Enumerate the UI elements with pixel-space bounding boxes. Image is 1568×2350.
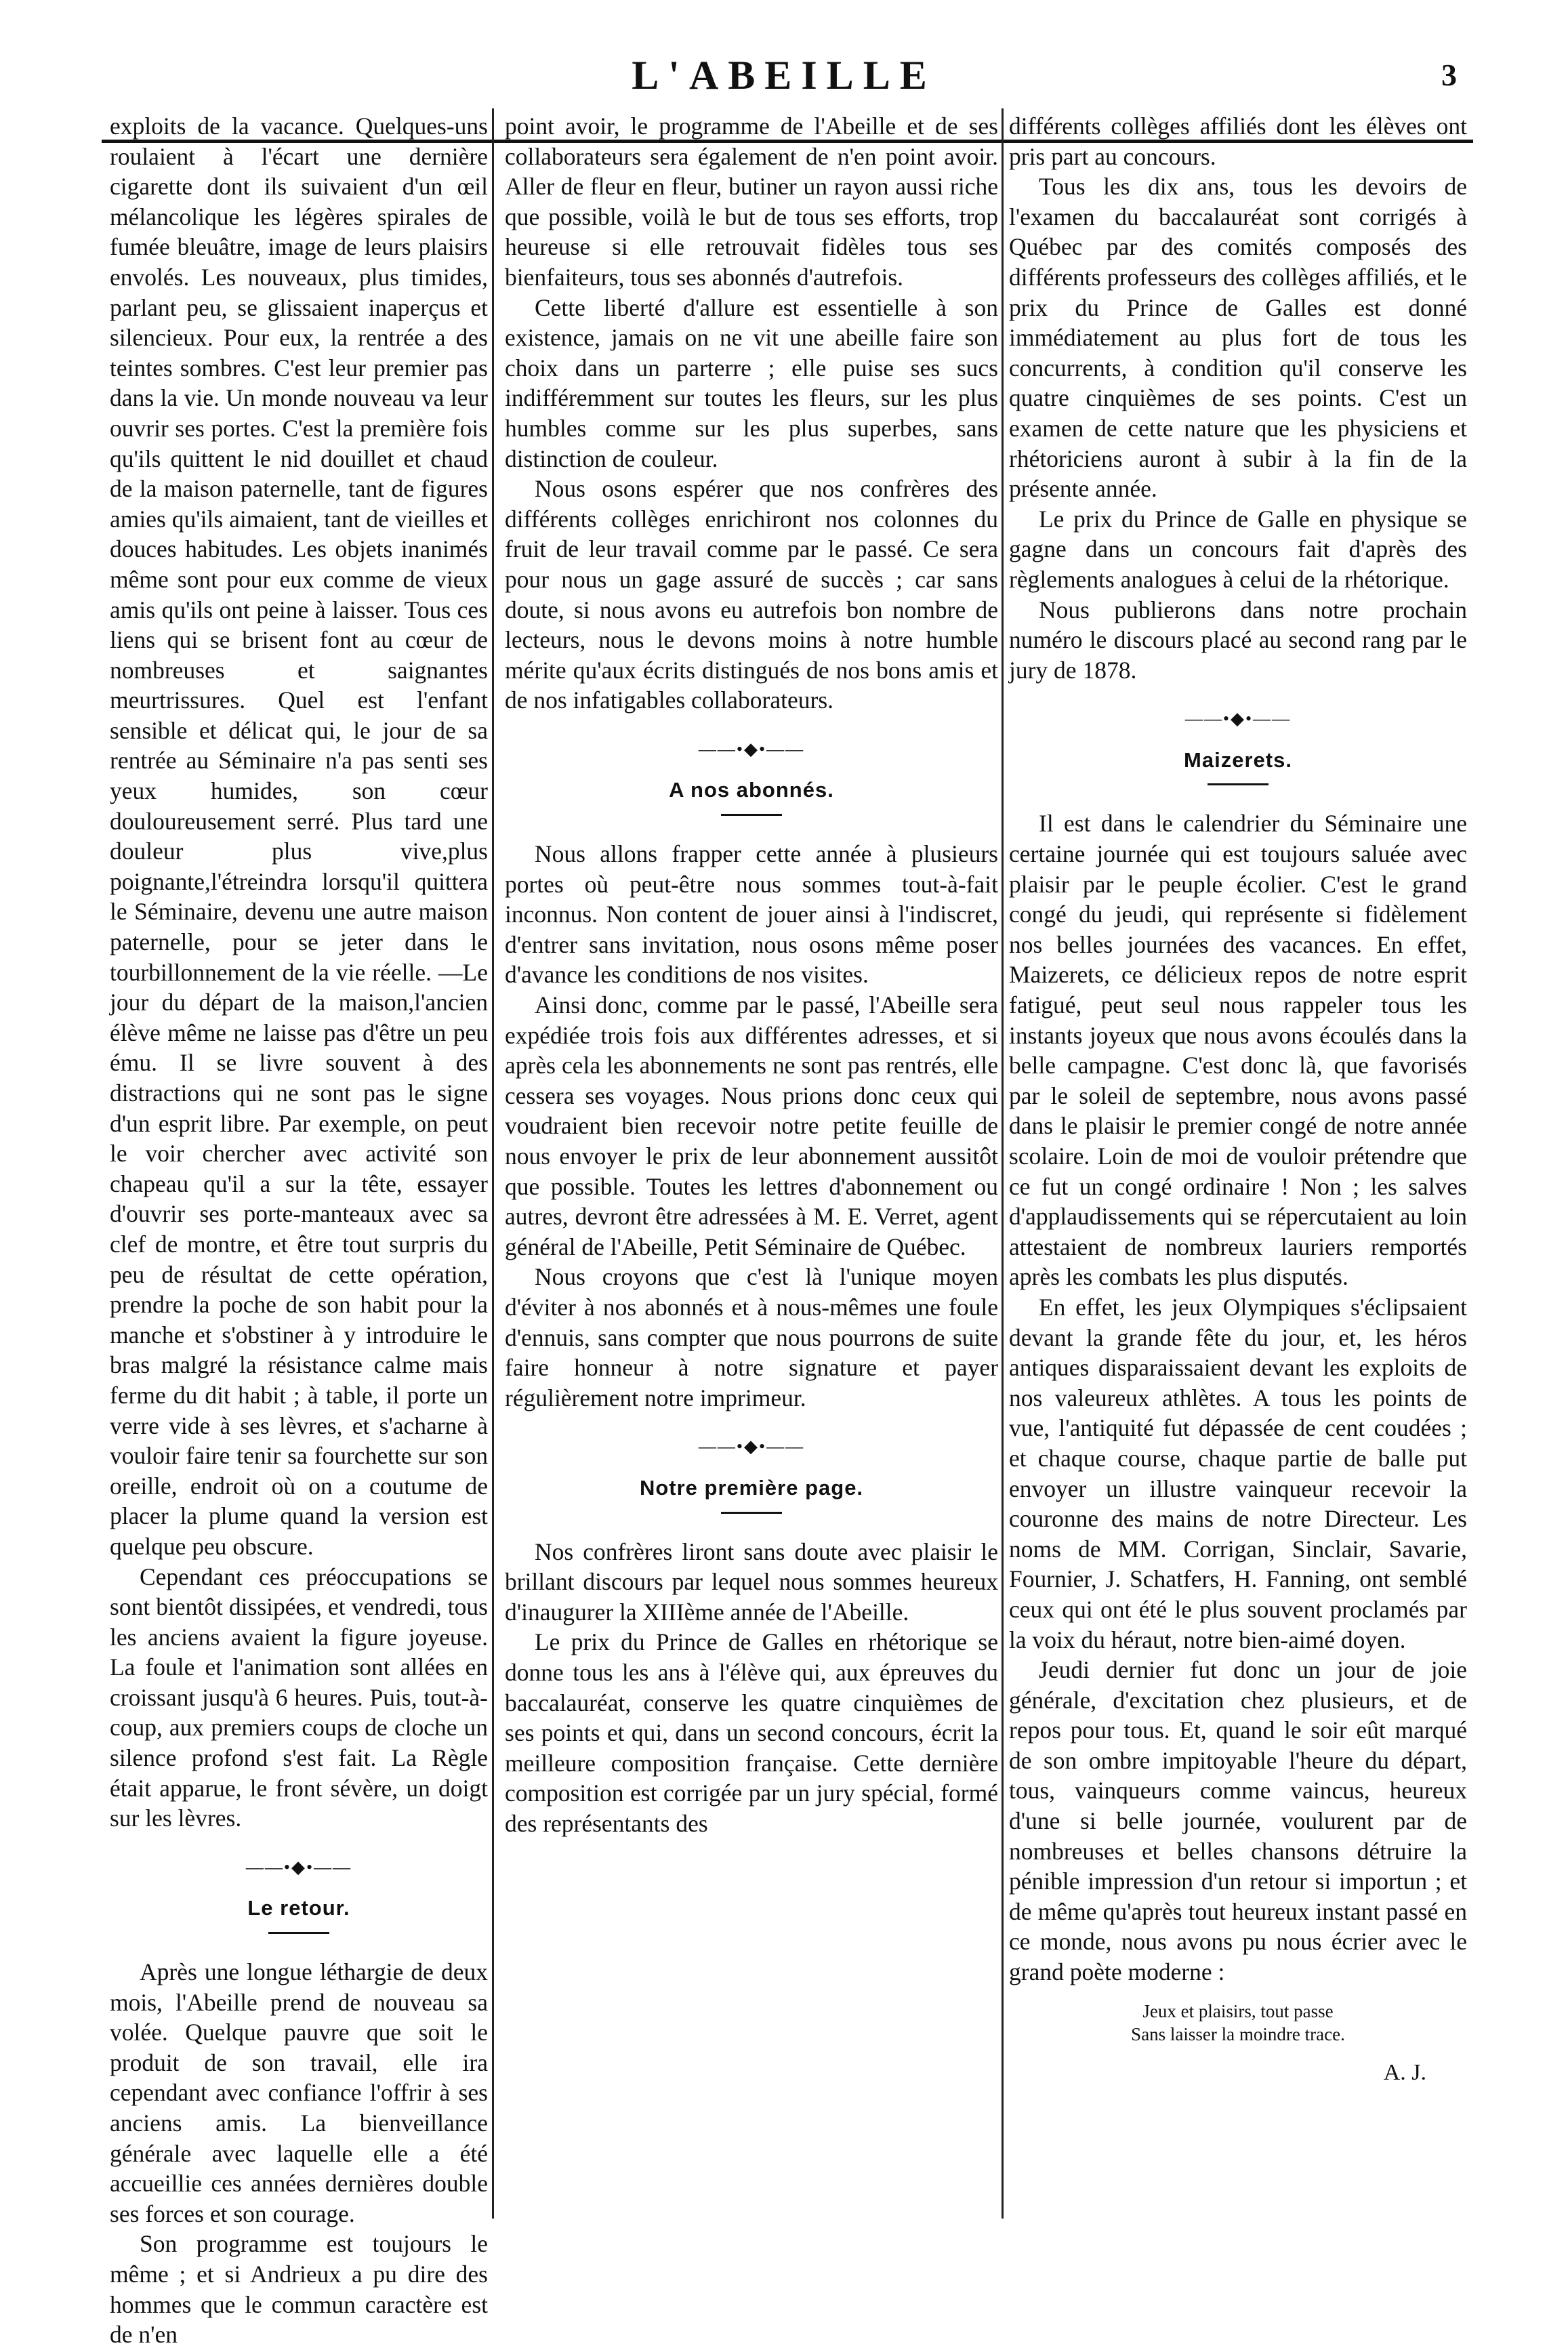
- article-paragraph: Le prix du Prince de Galle en physique se gagne dans un concours fait d'après des règlements analogues à celui de la rhétorique.: [1009, 505, 1467, 593]
- article-paragraph: Jeudi dernier fut donc un jour de joie générale, d'excitation chez plusieurs, et de repos pour tous. Et, quand le soir eût marqué de son ombre impitoyable l'heure du départ, tous, vainqueurs comme vaincus, heureux d'une si belle journée, voulurent par de nombreuses et belles chansons détruire la pénible impression d'un retour si importun ; et de même qu'après tout heureux instant passé en ce monde, nous avons pu nous écrier avec le grand poète moderne :: [1009, 1656, 1467, 1986]
- article-paragraph: Ainsi donc, comme par le passé, l'Abeille sera expédiée trois fois aux différentes adresses, et si après cela les abonnements ne sont pas rentrés, elle cessera ses voyages. Nous prions donc ceux qui voudraient bien recevoir notre petite feuille de nous envoyer le prix de leur abonnement aussitôt que possible. Toutes les lettres d'abonnement ou autres, devront être adressées à M. E. Verret, agent général de l'Abeille, Petit Séminaire de Québec.: [505, 991, 998, 1260]
- column-3: [1009, 111, 1467, 2088]
- section-heading-maizerets: Maizerets.: [1184, 747, 1292, 772]
- poem-quote: [1009, 2000, 1467, 2046]
- article-paragraph: Nous publierons dans notre prochain numéro le discours placé au second rang par le jury de 1878.: [1009, 596, 1467, 684]
- article-paragraph: exploits de la vacance. Quelques-uns roulaient à l'écart une dernière cigarette dont ils suivaient d'un œil mélancolique les légères spirales de fumée bleuâtre, image de leurs plaisirs envolés. Les nouveaux, plus timides, parlant peu, se glissaient inaperçus et silencieux. Pour eux, la rentrée a des teintes sombres. C'est leur premier pas dans la vie. Un monde nouveau va leur ouvrir ses portes. C'est la première fois qu'ils quittent le nid douillet et chaud de la maison paternelle, tant de figures amies qu'ils aimaient, tant de vieilles et douces habitudes. Les objets inanimés même sont pour eux comme de vieux amis qu'ils ont peine à laisser. Tous ces liens qui se brisent font au cœur de nombreuses et saignantes meurtrissures. Quel est l'enfant sensible et délicat qui, le jour de sa rentrée au Séminaire n'a pas senti ses yeux humides, son cœur douloureusement serré. Plus tard une douleur plus vive,plus poignante,l'étreindra lorsqu'il quittera le Séminaire, devenu une autre maison paternelle, pour se jeter dans le tourbillonnement de la vie réelle. —Le jour du départ de la maison,l'ancien élève même ne laisse pas d'être un peu ému. Il se livre souvent à des distractions qui ne sont pas le signe d'un esprit libre. Par exemple, on peut le voir chercher avec activité son chapeau qu'il a sur la tête, essayer d'ouvrir ses porte-manteaux avec sa clef de montre, et être tout surpris du peu de résultat de cette opération, prendre la poche de son habit pour la manche et s'obstiner à y introduire le bras malgré la résistance calme mais ferme du dit habit ; à table, il porte un verre vide à ses lèvres, et s'acharne à vouloir faire tenir sa fourchette sur son oreille, endroit où on a coutume de placer la plume quand la version est quelque peu obscure.: [110, 112, 488, 1560]
- article-paragraph: Cependant ces préoccupations se sont bientôt dissipées, et vendredi, tous les anciens avaient la figure joyeuse. La foule et l'animation sont allées en croissant jusqu'à 6 heures. Puis, tout-à-coup, aux premiers coups de cloche un silence profond s'est fait. La Règle était apparue, le front sévère, un doigt sur les lèvres.: [110, 1563, 488, 1832]
- article-paragraph: Son programme est toujours le même ; et si Andrieux a pu dire des hommes que le commun caractère est de n'en: [110, 2230, 488, 2349]
- article-paragraph: Le prix du Prince de Galles en rhétorique se donne tous les ans à l'élève qui, aux épreuves du baccalauréat, conserve les quatre cinquièmes de ses points et qui, dans un second concours, écrit la meilleure composition française. Cette dernière composition est corrigée par un jury spécial, formé des représentants des: [505, 1628, 998, 1837]
- masthead: [0, 45, 1568, 106]
- heading-rule: [721, 1512, 782, 1514]
- heading-rule: [268, 1932, 329, 1934]
- article-paragraph: point avoir, le programme de l'Abeille et de ses collaborateurs sera également de n'en point avoir. Aller de fleur en fleur, butiner un rayon aussi riche que possible, voilà le but de tous ses efforts, trop heureuse si elle retrouvait fidèles tous ses bienfaiteurs, tous ses abonnés d'autrefois.: [505, 112, 998, 291]
- article-paragraph: différents collèges affiliés dont les élèves ont pris part au concours.: [1009, 112, 1467, 170]
- article-paragraph: Tous les dix ans, tous les devoirs de l'examen du baccalauréat sont corrigés à Québec par des comités composés des différents professeurs des collèges affiliés, et le prix du Prince de Galles est donné immédiatement au plus fort de tous les concurrents, à condition qu'il conserve les quatre cinquièmes de ses points. C'est un examen de cette nature que les physiciens et rhétoriciens auront à subir à la fin de la présente année.: [1009, 173, 1467, 503]
- column-divider: [492, 108, 494, 2219]
- poem-line: Jeux et plaisirs, tout passe: [1142, 2000, 1334, 2021]
- page-number: 3: [1441, 58, 1457, 92]
- column-2: [505, 111, 998, 1838]
- article-paragraph: Cette liberté d'allure est essentielle à son existence, jamais on ne vit une abeille faire son choix dans un parterre ; elle puise ses sucs indifféremment sur toutes les fleurs, sur les plus humbles comme sur les plus superbes, sans distinction de couleur.: [505, 293, 998, 472]
- section-heading-notre-premiere-page: Notre première page.: [639, 1475, 864, 1500]
- section-ornament: ——•◆•——: [1184, 709, 1292, 729]
- heading-rule: [1208, 783, 1268, 785]
- column-divider: [1002, 108, 1004, 2219]
- section-heading-a-nos-abonnes: A nos abonnés.: [669, 778, 834, 802]
- poem-line: Sans laisser la moindre trace.: [1131, 2023, 1345, 2044]
- column-1: [110, 111, 488, 2350]
- heading-rule: [721, 814, 782, 816]
- author-signature: A. J.: [1383, 2059, 1426, 2085]
- section-ornament: ——•◆•——: [245, 1857, 352, 1877]
- article-paragraph: Il est dans le calendrier du Séminaire une certaine journée qui est toujours saluée avec plaisir par le peuple écolier. C'est le grand congé du jeudi, qui représente si fidèlement nos belles journées des vacances. En effet, Maizerets, ce délicieux repos de notre esprit fatigué, peut seul nous rappeler tous les instants joyeux que nous avons écoulés dans la belle campagne. C'est donc là, que favorisés par le soleil de septembre, nous avons passé dans le plaisir le premier congé de notre année scolaire. Loin de moi de vouloir prétendre que ce fut un congé ordinaire ! Non ; les salves d'applaudissements qui se répercutaient au loin attestaient de nombreux lauriers remportés après les combats les plus disputés.: [1009, 810, 1467, 1291]
- article-paragraph: Nous osons espérer que nos confrères des différents collèges enrichiront nos colonnes du fruit de leur travail comme par le passé. Ce sera pour nous un gage assuré de succès ; car sans doute, si nous avons eu autrefois bon nombre de lecteurs, nous le devons moins à notre humble mérite qu'aux écrits distingués de nos bons amis et de nos infatigables collaborateurs.: [505, 475, 998, 714]
- article-paragraph: Après une longue léthargie de deux mois, l'Abeille prend de nouveau sa volée. Quelque pauvre que soit le produit de son travail, elle ira cependant avec confiance l'offrir à ses anciens amis. La bienveillance générale avec laquelle elle a été accueillie ces années dernières double ses forces et son courage.: [110, 1958, 488, 2227]
- section-heading-le-retour: Le retour.: [247, 1896, 350, 1920]
- article-paragraph: Nos confrères liront sans doute avec plaisir le brillant discours par lequel nous sommes heureux d'inaugurer la XIIIème année de l'Abeille.: [505, 1538, 998, 1626]
- article-paragraph: En effet, les jeux Olympiques s'éclipsaient devant la grande fête du jour, et, les héros antiques disparaissaient devant les exploits de nos valeureux athlètes. A tous les points de vue, l'antiquité fut dépassée de cent coudées ; et chaque course, chaque partie de balle put envoyer un illustre vainqueur recevoir la couronne des mains de notre Directeur. Les noms de MM. Corrigan, Sinclair, Savarie, Fournier, J. Schatfers, H. Fanning, ont semblé ceux qui ont été le plus souvent proclamés par la voix du héraut, notre bien-aimé doyen.: [1009, 1293, 1467, 1653]
- section-ornament: ——•◆•——: [698, 739, 805, 759]
- article-paragraph: Nous allons frapper cette année à plusieurs portes où peut-être nous sommes tout-à-fait inconnus. Non content de jouer ainsi à l'indiscret, d'entrer sans invitation, nous osons même poser d'avance les conditions de nos visites.: [505, 840, 998, 989]
- newspaper-title: L'ABEILLE: [632, 53, 936, 98]
- article-paragraph: Nous croyons que c'est là l'unique moyen d'éviter à nos abonnés et à nous-mêmes une foule d'ennuis, sans compter que nous pourrons de suite faire honneur à notre signature et payer régulièrement notre imprimeur.: [505, 1263, 998, 1411]
- section-ornament: ——•◆•——: [698, 1437, 805, 1457]
